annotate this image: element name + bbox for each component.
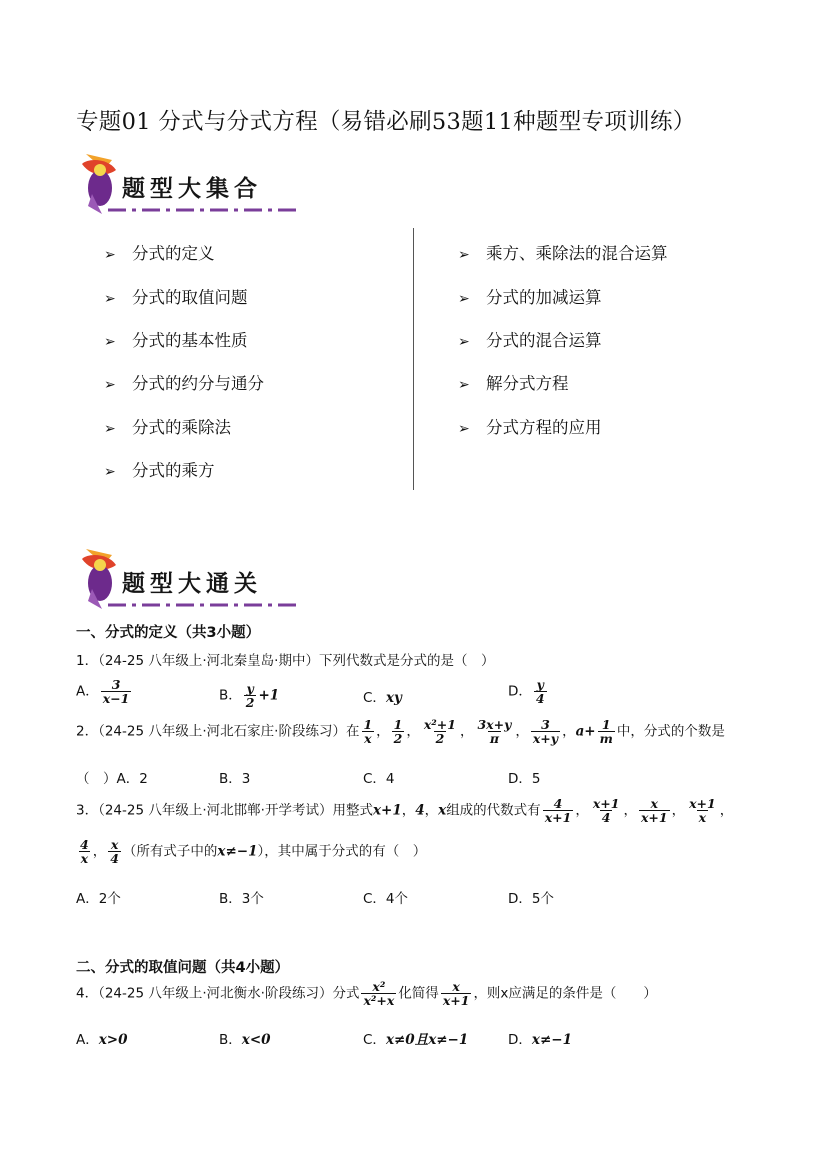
topic-item[interactable]: ➢ 分式的取值问题 — [104, 288, 248, 307]
q4-option-b[interactable]: B．x<0 — [219, 1032, 271, 1048]
q3-option-b[interactable]: B．3个 — [219, 891, 264, 907]
q1-option-b[interactable]: B． $\frac{y}{2}$ +1 — [219, 681, 280, 711]
topic-item[interactable]: ➢ 分式的定义 — [104, 244, 215, 263]
question-2-stem: 2．（24-25 八年级上·河北石家庄·阶段练习）在 $\frac{1}{x}$ ， $\frac{1}{2}$ ， $\frac{\text{x²+1}}{2}$ ， $\frac{3x+y}{\pi}$ ， $\frac{3}{x+y}$ ，a+ $\frac{1}{m}$ 中，分式的个数是 — [76, 717, 725, 747]
arrow-icon: ➢ — [458, 291, 470, 307]
arrow-icon: ➢ — [458, 377, 470, 393]
q2-option-d[interactable]: D．5 — [508, 771, 541, 787]
q1-option-a[interactable]: A． $\frac{3}{x-1}$ — [76, 677, 130, 707]
topic-item[interactable]: ➢ 分式的乘除法 — [104, 418, 231, 437]
topic-item[interactable]: ➢ 分式的约分与通分 — [104, 374, 264, 393]
arrow-icon: ➢ — [104, 334, 116, 350]
banner-collection-title: 题型大集合 — [122, 175, 262, 202]
q2-option-c[interactable]: C．4 — [363, 771, 395, 787]
arrow-icon: ➢ — [458, 421, 470, 437]
topic-item[interactable]: ➢ 解分式方程 — [458, 374, 569, 393]
question-4-stem: 4．（24-25 八年级上·河北衡水·阶段练习）分式 $\frac{\text{x²}}{\text{x²+x}}$ 化简得 $\frac{x}{x+1}$ ，则x应满足的条件是（ ） — [76, 979, 657, 1009]
arrow-icon: ➢ — [104, 377, 116, 393]
q3-option-d[interactable]: D．5个 — [508, 891, 554, 907]
topic-item[interactable]: ➢ 分式的基本性质 — [104, 331, 248, 350]
q3-option-a[interactable]: A．2个 — [76, 891, 121, 907]
section-heading: 一、分式的定义（共3小题） — [76, 625, 261, 641]
arrow-icon: ➢ — [104, 464, 116, 480]
arrow-icon: ➢ — [104, 421, 116, 437]
topic-item[interactable]: ➢ 乘方、乘除法的混合运算 — [458, 244, 668, 263]
arrow-icon: ➢ — [458, 334, 470, 350]
q2-option-b[interactable]: B．3 — [219, 771, 251, 787]
q4-option-a[interactable]: A．x>0 — [76, 1032, 128, 1048]
q4-option-d[interactable]: D．x≠−1 — [508, 1032, 572, 1048]
banner-pass — [78, 545, 318, 615]
q4-option-c[interactable]: C．x≠0且x≠−1 — [363, 1032, 469, 1048]
q1-option-c[interactable]: C．xy — [363, 690, 402, 706]
topic-item[interactable]: ➢ 分式的混合运算 — [458, 331, 602, 350]
arrow-icon: ➢ — [104, 291, 116, 307]
banner-collection — [78, 150, 318, 220]
page-title: 专题01 分式与分式方程（易错必刷53题11种题型专项训练） — [76, 109, 696, 135]
section-heading: 二、分式的取值问题（共4小题） — [76, 960, 290, 976]
topic-item[interactable]: ➢ 分式方程的应用 — [458, 418, 602, 437]
question-3-stem: 3．（24-25 八年级上·河北邯郸·开学考试）用整式x+1，4，x组成的代数式有 $\frac{4}{x+1}$ ， $\frac{x+1}{4}$ ， $\frac{x}{x+1}$ ， $\frac{x+1}{x}$ ， — [76, 796, 734, 826]
q1-option-d[interactable]: D． $\frac{y}{4}$ — [508, 677, 545, 707]
question-3-stem-cont: $\frac{4}{x}$ ， $\frac{x}{4}$ （所有式子中的x≠−1），其中属于分式的有（ ） — [80, 837, 427, 867]
arrow-icon: ➢ — [104, 247, 116, 263]
question-1-stem: 1．（24-25 八年级上·河北秦皇岛·期中）下列代数式是分式的是（ ） — [76, 653, 495, 669]
arrow-icon: ➢ — [458, 247, 470, 263]
topic-item[interactable]: ➢ 分式的加减运算 — [458, 288, 602, 307]
banner-pass-title: 题型大通关 — [122, 570, 262, 597]
q3-option-c[interactable]: C．4个 — [363, 891, 409, 907]
q2-option-a[interactable]: （ ）A．2 — [76, 771, 148, 787]
topic-item[interactable]: ➢ 分式的乘方 — [104, 461, 215, 480]
column-divider — [413, 228, 414, 490]
